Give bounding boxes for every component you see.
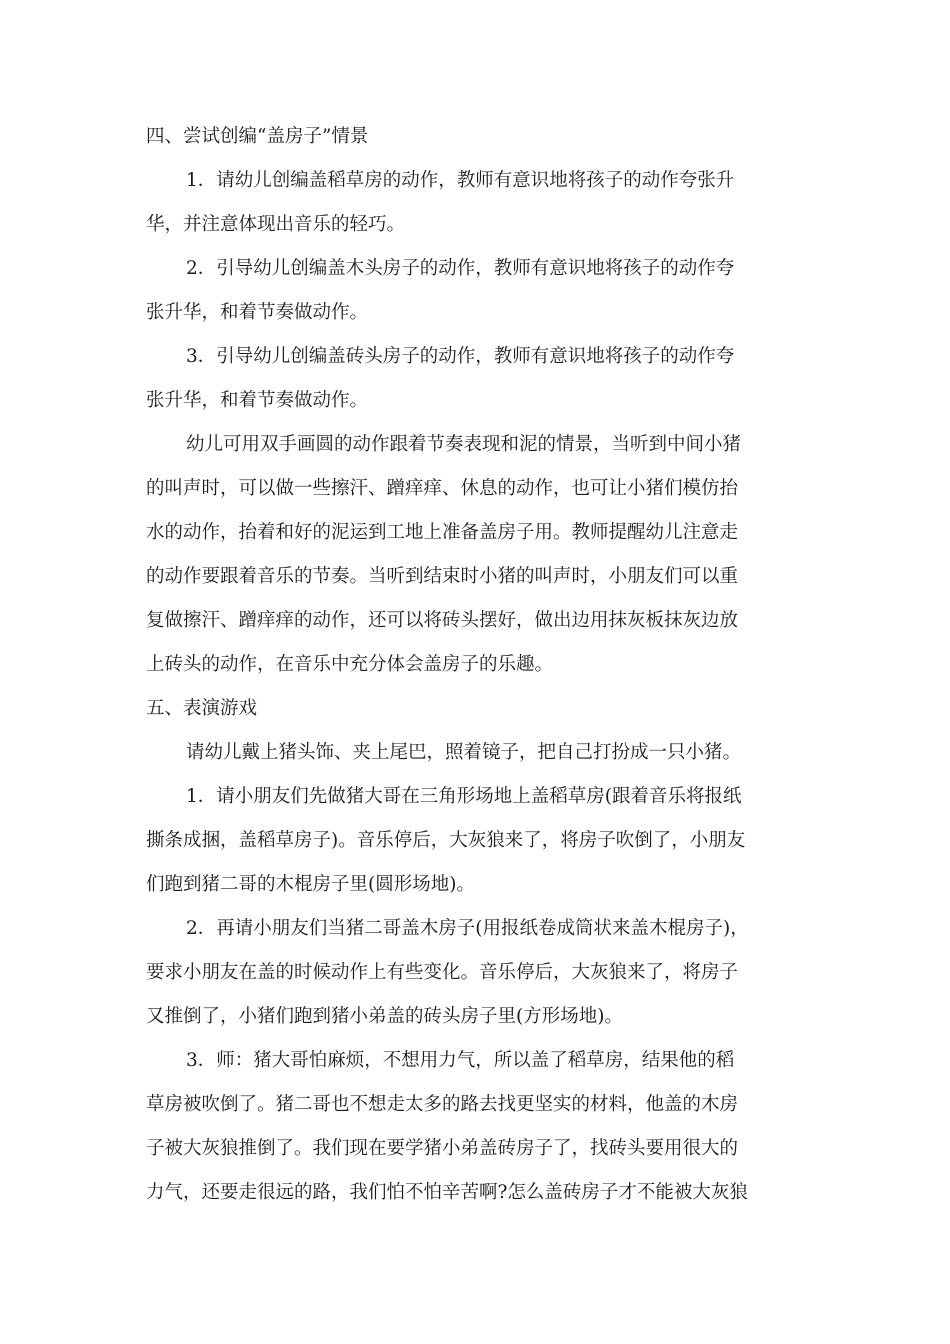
text-line: 3．引导幼儿创编盖砖头房子的动作，教师有意识地将孩子的动作夸 xyxy=(186,346,735,367)
section-heading: 四、尝试创编“盖房子”情景 xyxy=(146,126,369,147)
section-heading: 五、表演游戏 xyxy=(146,698,258,719)
text-line: 们跑到猪二哥的木棍房子里(圆形场地)。 xyxy=(146,874,475,895)
text-line: 的动作要跟着音乐的节奏。当听到结束时小猪的叫声时，小朋友们可以重 xyxy=(146,566,739,587)
text-line: 复做擦汗、蹭痒痒的动作，还可以将砖头摆好，做出边用抹灰板抹灰边放 xyxy=(146,610,739,631)
text-line: 力气，还要走很远的路，我们怕不怕辛苦啊?怎么盖砖房子才不能被大灰狼 xyxy=(146,1182,748,1203)
text-line: 上砖头的动作，在音乐中充分体会盖房子的乐趣。 xyxy=(146,654,554,675)
text-line: 子被大灰狼推倒了。我们现在要学猪小弟盖砖房子了，找砖头要用很大的 xyxy=(146,1138,739,1159)
text-line: 要求小朋友在盖的时候动作上有些变化。音乐停后，大灰狼来了，将房子 xyxy=(146,962,739,983)
text-line: 草房被吹倒了。猪二哥也不想走太多的路去找更坚实的材料，他盖的木房 xyxy=(146,1094,739,1115)
text-line: 1．请小朋友们先做猪大哥在三角形场地上盖稻草房(跟着音乐将报纸 xyxy=(186,786,742,807)
text-line: 水的动作，抬着和好的泥运到工地上准备盖房子用。教师提醒幼儿注意走 xyxy=(146,522,739,543)
text-line: 又推倒了，小猪们跑到猪小弟盖的砖头房子里(方形场地)。 xyxy=(146,1006,623,1027)
text-line: 2．引导幼儿创编盖木头房子的动作，教师有意识地将孩子的动作夸 xyxy=(186,258,735,279)
text-line: 张升华，和着节奏做动作。 xyxy=(146,390,369,411)
text-line: 2．再请小朋友们当猪二哥盖木房子(用报纸卷成筒状来盖木棍房子)， xyxy=(186,918,749,939)
text-line: 请幼儿戴上猪头饰、夹上尾巴，照着镜子，把自己打扮成一只小猪。 xyxy=(186,742,742,763)
text-line: 3．师：猪大哥怕麻烦，不想用力气，所以盖了稻草房，结果他的稻 xyxy=(186,1050,735,1071)
text-line: 撕条成捆，盖稻草房子)。音乐停后，大灰狼来了，将房子吹倒了，小朋友 xyxy=(146,830,746,851)
text-line: 的叫声时，可以做一些擦汗、蹭痒痒、休息的动作，也可让小猪们模仿抬 xyxy=(146,478,739,499)
text-line: 张升华，和着节奏做动作。 xyxy=(146,302,369,323)
text-line: 1．请幼儿创编盖稻草房的动作，教师有意识地将孩子的动作夸张升 xyxy=(186,170,735,191)
text-line: 华，并注意体现出音乐的轻巧。 xyxy=(146,214,406,235)
text-line: 幼儿可用双手画圆的动作跟着节奏表现和泥的情景，当听到中间小猪 xyxy=(186,434,742,455)
